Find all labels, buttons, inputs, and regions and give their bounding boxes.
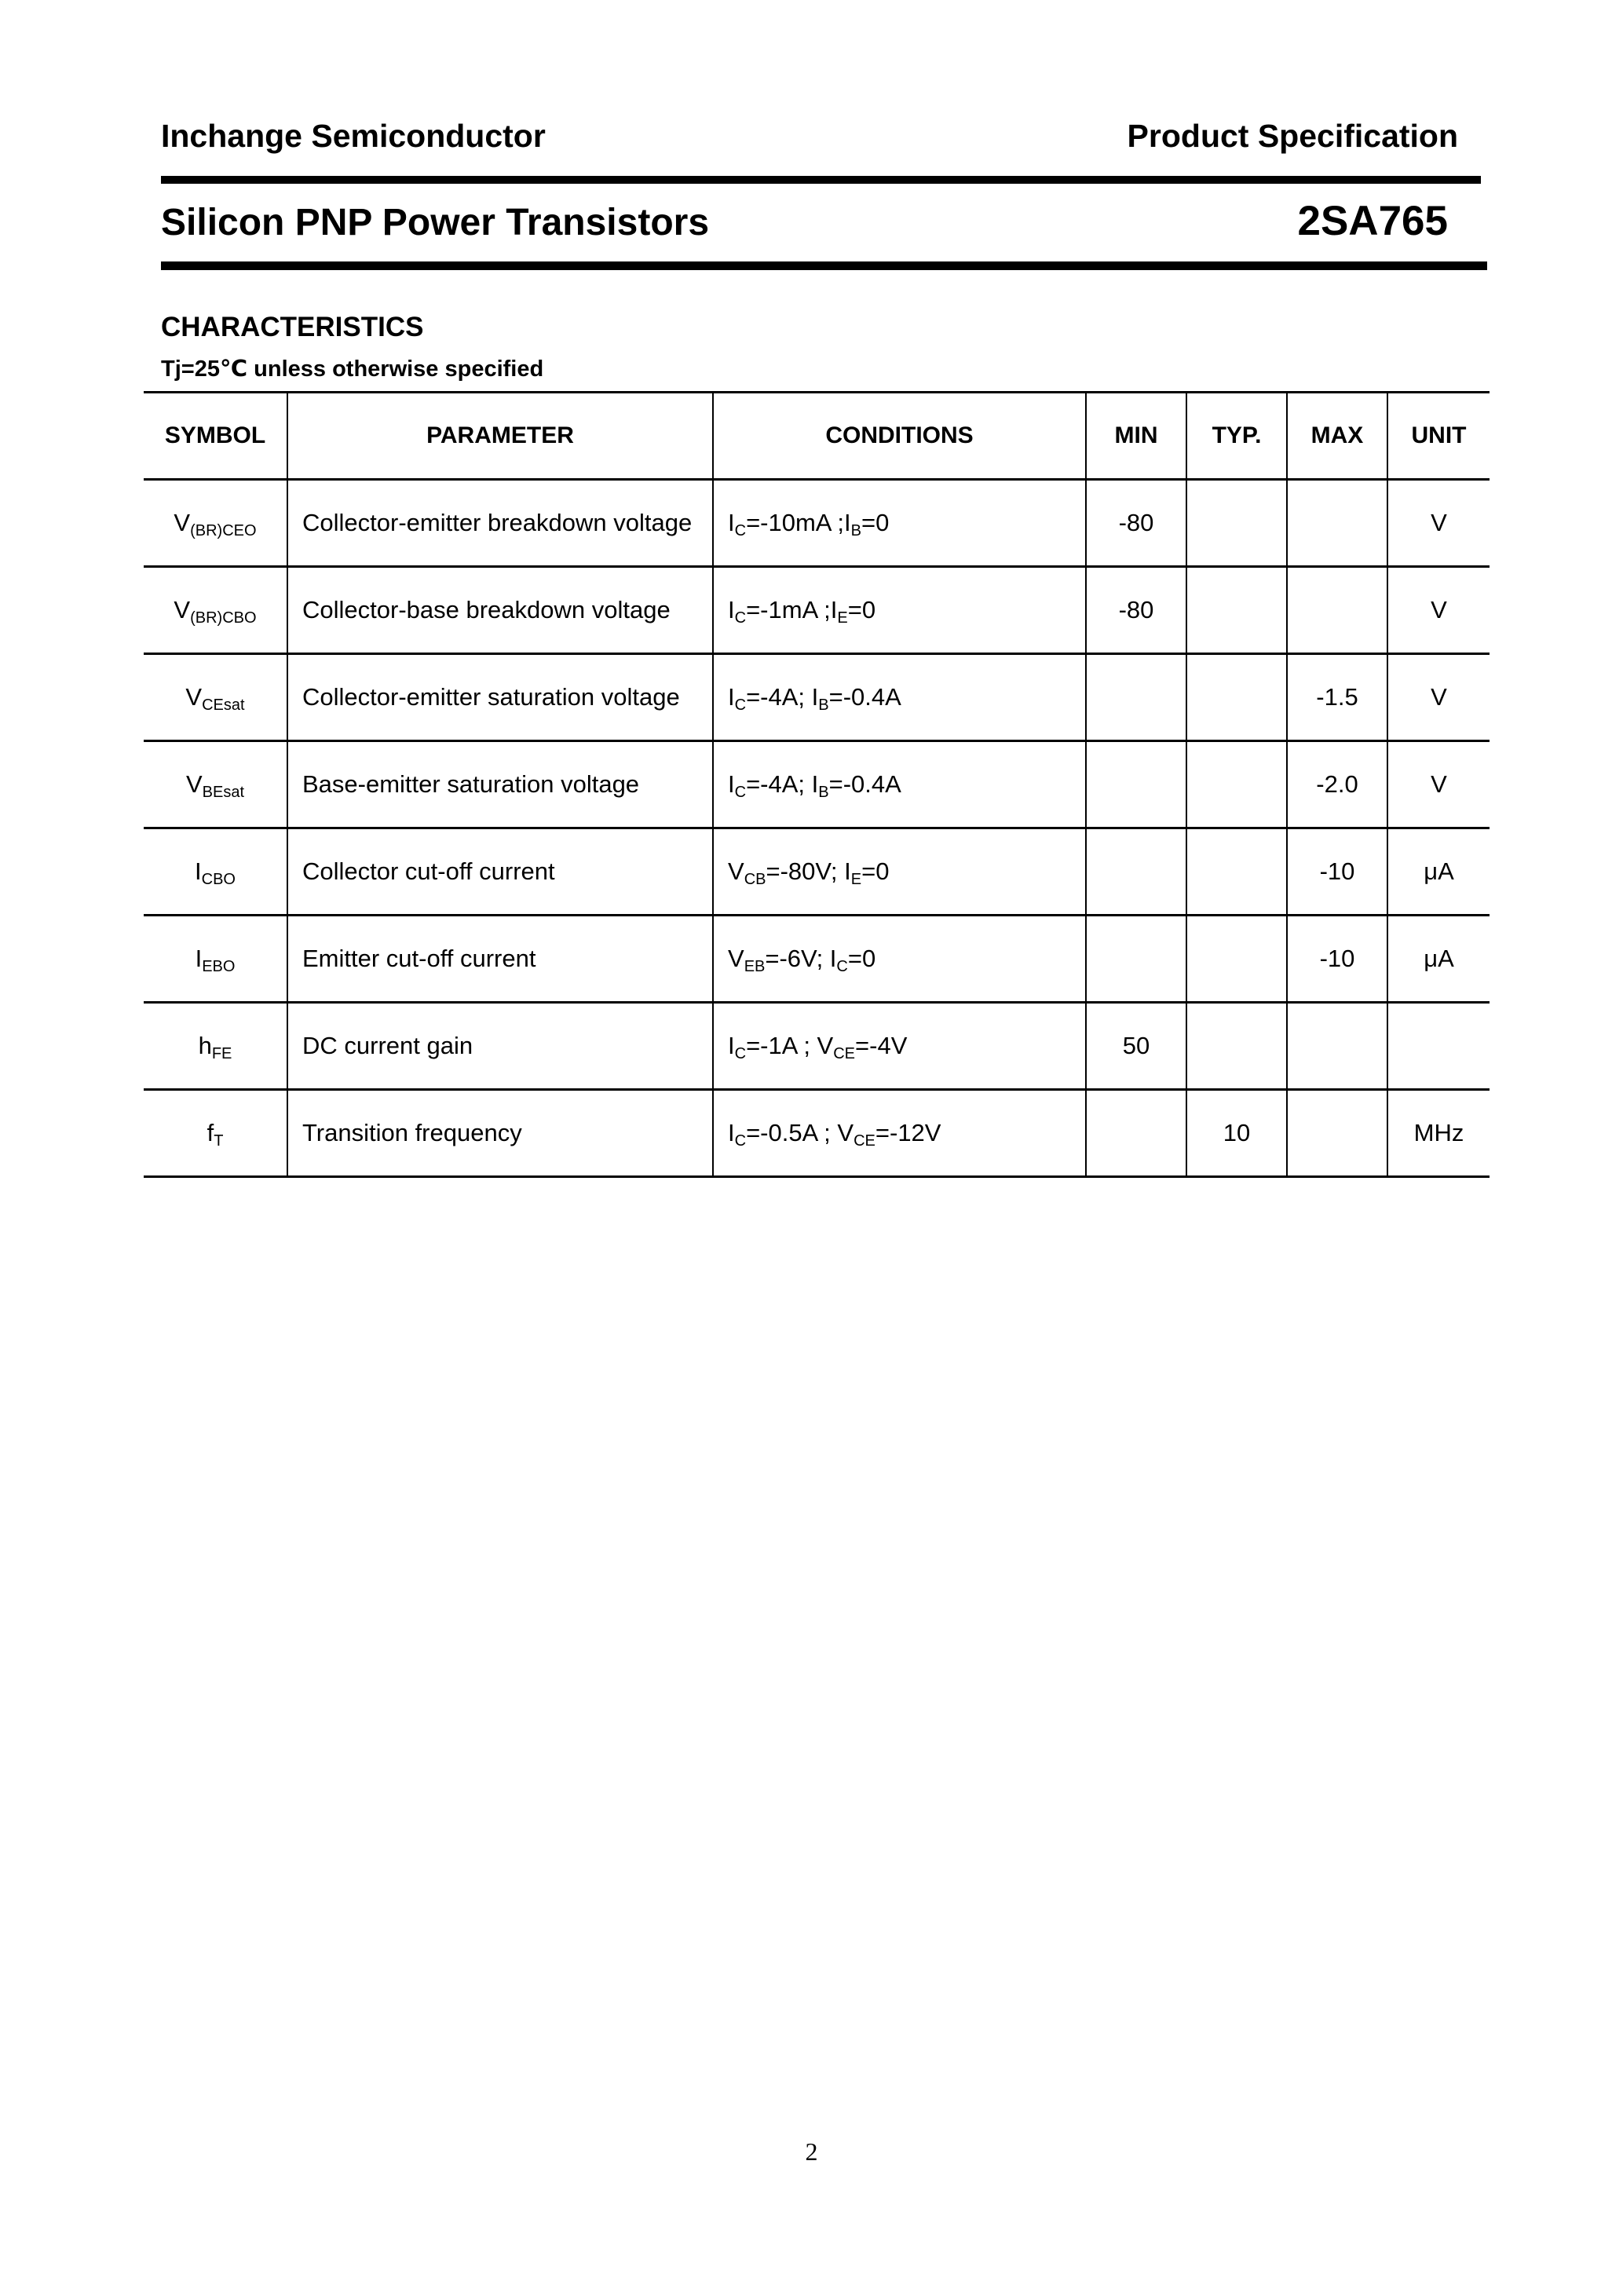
condition-subscript: C xyxy=(734,696,747,714)
max-cell: -2.0 xyxy=(1287,741,1387,828)
condition-text: =-4V xyxy=(855,1032,908,1059)
conditions-cell xyxy=(713,567,1086,654)
unit-cell: MHz xyxy=(1387,1090,1490,1177)
condition-text: I xyxy=(728,596,735,623)
symbol-subscript: FE xyxy=(211,1045,232,1062)
header-unit: UNIT xyxy=(1387,393,1490,480)
parameter-cell: Collector-emitter saturation voltage xyxy=(287,654,713,741)
symbol-main: I xyxy=(195,945,203,972)
header-typ: TYP. xyxy=(1186,393,1287,480)
page-number: 2 xyxy=(805,2137,818,2166)
symbol-subscript: BEsat xyxy=(202,784,245,801)
condition-subscript: CE xyxy=(833,1045,856,1062)
unit-cell: V xyxy=(1387,480,1490,567)
header-conditions: CONDITIONS xyxy=(713,393,1086,480)
product-line-title: Silicon PNP Power Transistors xyxy=(161,202,710,243)
condition-text: =-0.5A ; V xyxy=(746,1119,854,1146)
symbol-cell xyxy=(144,741,287,828)
unit-cell: μA xyxy=(1387,916,1490,1003)
parameter-cell: Transition frequency xyxy=(287,1090,713,1177)
document-type: Product Specification xyxy=(1127,118,1458,154)
symbol-main: I xyxy=(195,857,202,885)
condition-text: I xyxy=(728,770,735,798)
typ-cell xyxy=(1186,480,1287,567)
parameter-cell: Collector-emitter breakdown voltage xyxy=(287,480,713,567)
parameter-cell: Collector cut-off current xyxy=(287,828,713,916)
unit-cell: V xyxy=(1387,654,1490,741)
min-cell xyxy=(1086,654,1186,741)
header-symbol: SYMBOL xyxy=(144,393,287,480)
symbol-main: V xyxy=(185,683,203,711)
symbol-main: f xyxy=(207,1119,214,1146)
condition-subscript: CB xyxy=(744,871,766,888)
unit-cell: V xyxy=(1387,567,1490,654)
symbol-main: h xyxy=(198,1032,212,1059)
condition-text: =-10mA ;I xyxy=(746,509,851,536)
condition-text: =-1mA ;I xyxy=(746,596,838,623)
symbol-subscript: CBO xyxy=(201,871,236,888)
condition-text: I xyxy=(728,683,735,711)
parameter-cell: Collector-base breakdown voltage xyxy=(287,567,713,654)
symbol-subscript: (BR)CBO xyxy=(190,609,257,627)
symbol-cell xyxy=(144,916,287,1003)
typ-cell xyxy=(1186,916,1287,1003)
conditions-cell xyxy=(713,1090,1086,1177)
symbol-cell xyxy=(144,654,287,741)
conditions-cell xyxy=(713,828,1086,916)
symbol-subscript: (BR)CEO xyxy=(190,522,257,539)
max-cell: -10 xyxy=(1287,828,1387,916)
condition-text: V xyxy=(728,857,744,885)
conditions-cell xyxy=(713,1003,1086,1090)
conditions-cell xyxy=(713,480,1086,567)
header-rule-top xyxy=(161,176,1481,184)
condition-subscript: EB xyxy=(744,958,766,975)
conditions-cell xyxy=(713,916,1086,1003)
condition-text: I xyxy=(728,1032,735,1059)
max-cell xyxy=(1287,1003,1387,1090)
table-row xyxy=(144,741,1490,828)
typ-cell xyxy=(1186,1003,1287,1090)
condition-subscript: C xyxy=(734,1045,747,1062)
table-row xyxy=(144,567,1490,654)
parameter-cell: Base-emitter saturation voltage xyxy=(287,741,713,828)
condition-text: =-6V; I xyxy=(765,945,837,972)
condition-text: =-4A; I xyxy=(746,770,819,798)
symbol-main: V xyxy=(174,509,191,536)
condition-text: =0 xyxy=(861,509,890,536)
table-row xyxy=(144,480,1490,567)
header-parameter: PARAMETER xyxy=(287,393,713,480)
condition-text: V xyxy=(728,945,744,972)
symbol-cell xyxy=(144,1003,287,1090)
symbol-cell xyxy=(144,567,287,654)
condition-subscript: B xyxy=(850,522,861,539)
min-cell xyxy=(1086,916,1186,1003)
condition-subscript: C xyxy=(836,958,848,975)
condition-text: =-1A ; V xyxy=(746,1032,834,1059)
condition-text: =-12V xyxy=(875,1119,941,1146)
condition-text: I xyxy=(728,1119,735,1146)
min-cell: -80 xyxy=(1086,567,1186,654)
typ-cell xyxy=(1186,567,1287,654)
part-number: 2SA765 xyxy=(1297,198,1448,244)
symbol-main: V xyxy=(185,770,203,798)
symbol-main: V xyxy=(174,596,191,623)
conditions-cell xyxy=(713,654,1086,741)
typ-cell xyxy=(1186,654,1287,741)
characteristics-table xyxy=(144,391,1490,1178)
max-cell: -1.5 xyxy=(1287,654,1387,741)
table-header-row xyxy=(144,393,1490,480)
table-row xyxy=(144,1090,1490,1177)
unit-cell: μA xyxy=(1387,828,1490,916)
condition-subscript: CE xyxy=(854,1132,875,1150)
condition-text: =0 xyxy=(861,857,890,885)
table-row xyxy=(144,916,1490,1003)
condition-text: I xyxy=(728,509,735,536)
condition-subscript: E xyxy=(850,871,862,888)
condition-text: =0 xyxy=(847,596,876,623)
condition-subscript: C xyxy=(734,522,747,539)
table-row xyxy=(144,1003,1490,1090)
table-row xyxy=(144,654,1490,741)
condition-subscript: B xyxy=(818,696,829,714)
condition-text: =-0.4A xyxy=(828,770,901,798)
max-cell xyxy=(1287,1090,1387,1177)
header-rule-bottom xyxy=(161,261,1487,270)
company-name: Inchange Semiconductor xyxy=(161,118,546,154)
table-body xyxy=(144,480,1490,1177)
min-cell xyxy=(1086,828,1186,916)
symbol-subscript: EBO xyxy=(202,958,236,975)
max-cell xyxy=(1287,567,1387,654)
condition-text: =-0.4A xyxy=(828,683,901,711)
typ-cell xyxy=(1186,741,1287,828)
symbol-cell xyxy=(144,1090,287,1177)
max-cell xyxy=(1287,480,1387,567)
table-row xyxy=(144,828,1490,916)
parameter-cell: DC current gain xyxy=(287,1003,713,1090)
condition-subscript: C xyxy=(734,609,747,627)
condition-text: =-4A; I xyxy=(746,683,819,711)
symbol-cell xyxy=(144,480,287,567)
typ-cell xyxy=(1186,828,1287,916)
conditions-cell xyxy=(713,741,1086,828)
unit-cell xyxy=(1387,1003,1490,1090)
symbol-subscript: T xyxy=(214,1132,224,1150)
condition-subscript: B xyxy=(818,784,829,801)
condition-subscript: C xyxy=(734,1132,747,1150)
symbol-subscript: CEsat xyxy=(202,696,245,714)
section-title: CHARACTERISTICS xyxy=(161,312,424,342)
condition-subscript: C xyxy=(734,784,747,801)
header-min: MIN xyxy=(1086,393,1186,480)
max-cell: -10 xyxy=(1287,916,1387,1003)
section-note: Tj=25℃ unless otherwise specified xyxy=(161,356,544,382)
condition-subscript: E xyxy=(837,609,848,627)
header-max: MAX xyxy=(1287,393,1387,480)
parameter-cell: Emitter cut-off current xyxy=(287,916,713,1003)
unit-cell: V xyxy=(1387,741,1490,828)
min-cell: -80 xyxy=(1086,480,1186,567)
typ-cell: 10 xyxy=(1186,1090,1287,1177)
condition-text: =0 xyxy=(847,945,876,972)
condition-text: =-80V; I xyxy=(766,857,851,885)
min-cell: 50 xyxy=(1086,1003,1186,1090)
symbol-cell xyxy=(144,828,287,916)
min-cell xyxy=(1086,1090,1186,1177)
min-cell xyxy=(1086,741,1186,828)
